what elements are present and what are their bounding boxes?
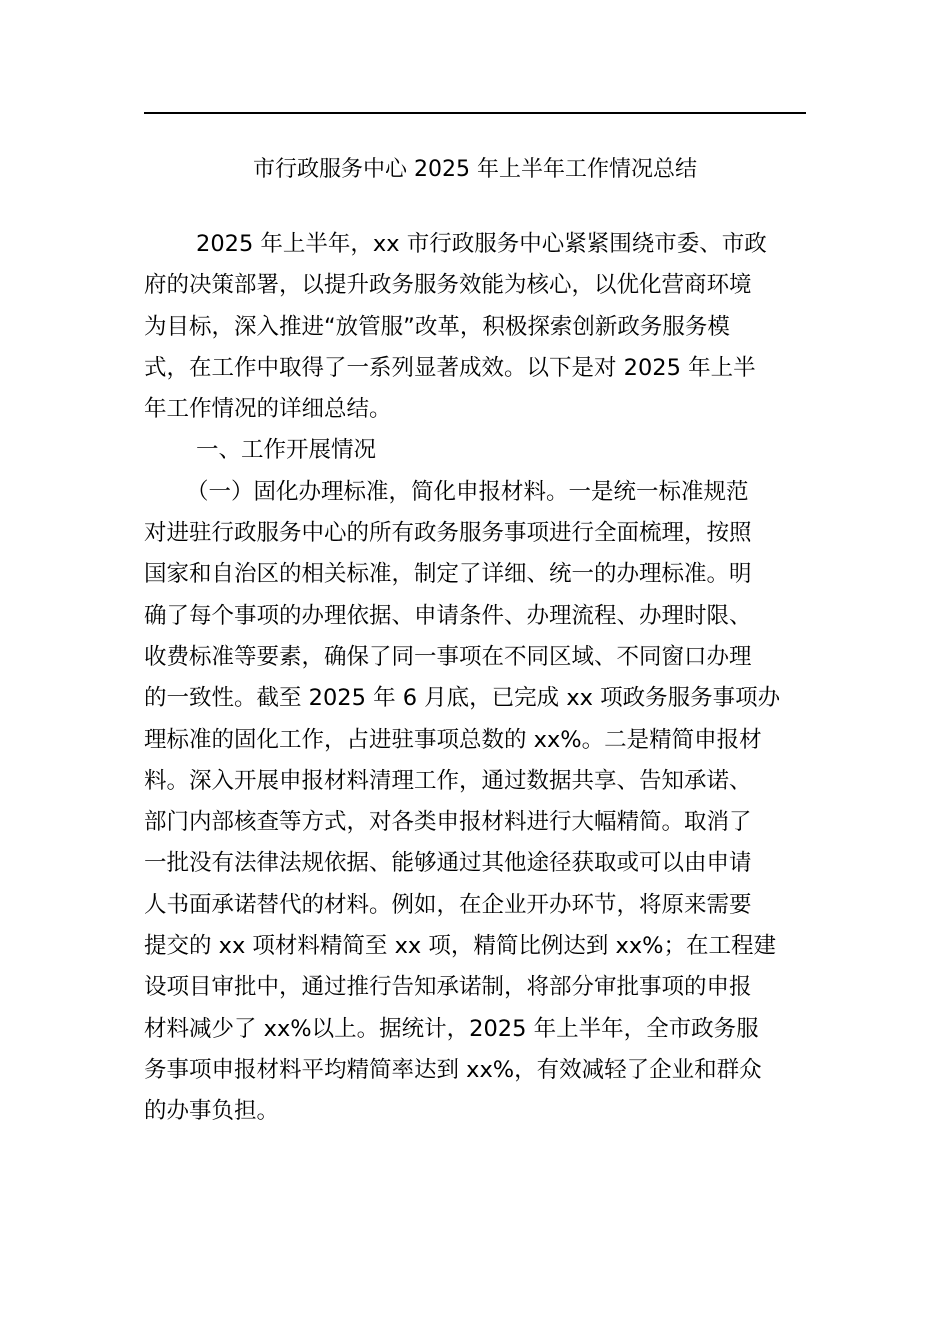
section-heading: 一、工作开展情况 [196,437,377,464]
subsection-paragraph [144,472,806,1133]
paragraph-line: 年工作情况的详细总结。 [144,396,392,423]
paragraph-line: 人书面承诺替代的材料。例如，在企业开办环节，将原来需要 [144,891,752,918]
document-body [144,224,806,1133]
header-rule [144,112,806,114]
paragraph-line: 对进驻行政服务中心的所有政务服务事项进行全面梳理，按照 [144,520,752,547]
paragraph-line: 理标准的固化工作，占进驻事项总数的 xx%。二是精简申报材 [144,726,762,753]
paragraph-line: 设项目审批中，通过推行告知承诺制，将部分审批事项的申报 [144,974,752,1001]
paragraph-line: 式，在工作中取得了一系列显著成效。以下是对 2025 年上半 [144,354,756,381]
paragraph-line: 务事项申报材料平均精简率达到 xx%，有效减轻了企业和群众 [144,1056,762,1083]
paragraph-line: 收费标准等要素，确保了同一事项在不同区域、不同窗口办理 [144,643,752,670]
paragraph-line: 的办事负担。 [144,1098,280,1125]
paragraph-line: （一）固化办理标准，简化申报材料。一是统一标准规范 [186,478,749,505]
document-title: 市行政服务中心 2025 年上半年工作情况总结 [253,157,697,182]
paragraph-line: 部门内部核查等方式，对各类申报材料进行大幅精简。取消了 [144,809,752,836]
paragraph-line: 府的决策部署，以提升政务服务效能为核心，以优化营商环境 [144,272,752,299]
paragraph-line: 为目标，深入推进“放管服”改革，积极探索创新政务服务模 [144,313,730,340]
paragraph-line: 的一致性。截至 2025 年 6 月底，已完成 xx 项政务服务事项办 [144,685,781,712]
paragraph-line: 国家和自治区的相关标准，制定了详细、统一的办理标准。明 [144,561,752,588]
paragraph-line: 材料减少了 xx%以上。据统计，2025 年上半年，全市政务服 [144,1015,759,1042]
intro-paragraph [144,224,806,430]
paragraph-line: 一批没有法律法规依据、能够通过其他途径获取或可以由申请 [144,850,752,877]
paragraph-line: 提交的 xx 项材料精简至 xx 项，精简比例达到 xx%；在工程建 [144,933,777,960]
paragraph-line: 2025 年上半年，xx 市行政服务中心紧紧围绕市委、市政 [196,231,767,257]
paragraph-line: 料。深入开展申报材料清理工作，通过数据共享、告知承诺、 [144,767,752,794]
paragraph-line: 确了每个事项的办理依据、申请条件、办理流程、办理时限、 [144,602,752,629]
